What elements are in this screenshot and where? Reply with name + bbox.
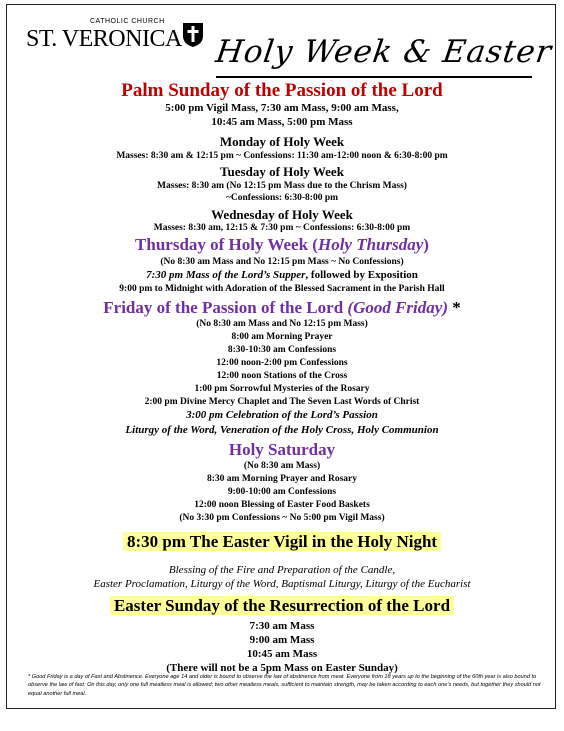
easter-vigil-line-2: Easter Proclamation, Liturgy of the Word, Baptismal Liturgy, Liturgy of the Eucharist (93, 578, 471, 590)
friday-heading-main: Friday of the Passion of the Lord (103, 298, 348, 317)
saturday-line: 12:00 noon Blessing of Easter Food Baskets (194, 500, 370, 510)
thursday-heading-italic: Holy Thursday (317, 235, 424, 254)
wednesday-heading: Wednesday of Holy Week (211, 207, 353, 222)
easter-vigil-heading-text: 8:30 pm The Easter Vigil in the Holy Night (123, 532, 441, 551)
friday-line: 8:30-10:30 am Confessions (227, 345, 337, 355)
wednesday-schedule: Masses: 8:30 am, 12:15 & 7:30 pm ~ Confessions: 6:30-8:00 pm (153, 223, 411, 233)
tuesday-schedule-2: ~Confessions: 6:30-8:00 pm (225, 193, 339, 203)
palm-sunday-times-2: 10:45 am Mass, 5:00 pm Mass (211, 116, 353, 128)
tuesday-schedule-1: Masses: 8:30 am (No 12:15 pm Mass due to the Chrism Mass) (157, 181, 407, 191)
friday-line: 8:00 am Morning Prayer (231, 332, 333, 342)
thursday-heading-end: ) (423, 235, 429, 254)
easter-mass: 9:00 am Mass (249, 634, 315, 646)
thursday-adoration: 9:00 pm to Midnight with Adoration of the Blessed Sacrament in the Parish Hall (119, 284, 445, 294)
friday-line: 12:00 noon Stations of the Cross (216, 371, 348, 381)
easter-note: (There will not be a 5pm Mass on Easter Sunday) (166, 662, 398, 674)
friday-line: 2:00 pm Divine Mercy Chaplet and The Seven Last Words of Christ (144, 397, 420, 407)
easter-vigil-heading (8, 532, 556, 552)
parish-logo (26, 16, 206, 56)
saturday-line: 8:30 am Morning Prayer and Rosary (207, 474, 357, 484)
palm-sunday-times-1: 5:00 pm Vigil Mass, 7:30 am Mass, 9:00 am Mass, (165, 102, 399, 114)
logo-name: ST. VERONICA (26, 26, 182, 52)
friday-line: 1:00 pm Sorrowful Mysteries of the Rosary (194, 384, 370, 394)
easter-sunday-heading (8, 596, 556, 616)
easter-mass: 7:30 am Mass (249, 620, 315, 632)
palm-sunday-heading: Palm Sunday of the Passion of the Lord (121, 80, 443, 101)
friday-passion: 3:00 pm Celebration of the Lord’s Passion (186, 409, 378, 421)
tuesday-heading: Tuesday of Holy Week (220, 164, 344, 179)
monday-heading: Monday of Holy Week (219, 134, 345, 149)
thursday-heading (8, 235, 556, 255)
good-friday-footnote: * Good Friday is a day of Fast and Abstinence. Everyone age 14 and older is bound to observe the law of abstinence from meat. Everyone from 18 years up to the beginning of the 60th year is also bound to observe the law of fast: On this day, only one full meatless meal is allowed; two other meatless meals, sufficient to maintain strength, may be taken according to each one’s needs, but together they should not equal another full meal. (28, 674, 541, 697)
friday-liturgy: Liturgy of the Word, Veneration of the Holy Cross, Holy Communion (125, 424, 439, 436)
page-title: Holy Week & Easter (213, 34, 555, 70)
monday-schedule: Masses: 8:30 am & 12:15 pm ~ Confessions: 11:30 am-12:00 noon & 6:30-8:00 pm (116, 151, 448, 161)
thursday-note: (No 8:30 am Mass and No 12:15 pm Mass ~ No Confessions) (160, 257, 404, 267)
logo-subtitle: CATHOLIC CHURCH (90, 18, 165, 25)
friday-line: (No 8:30 am Mass and No 12:15 pm Mass) (196, 319, 368, 329)
saturday-heading: Holy Saturday (228, 440, 336, 459)
thursday-mass-italic: 7:30 pm Mass of the Lord’s Supper (146, 269, 306, 281)
thursday-mass-rest: , followed by Exposition (305, 269, 418, 281)
friday-heading-italic: (Good Friday) (347, 298, 448, 317)
easter-mass: 10:45 am Mass (246, 648, 318, 660)
saturday-line: 9:00-10:00 am Confessions (227, 487, 337, 497)
saturday-line: (No 8:30 am Mass) (243, 461, 321, 471)
friday-line: 12:00 noon-2:00 pm Confessions (216, 358, 348, 368)
saturday-line: (No 3:30 pm Confessions ~ No 5:00 pm Vigil Mass) (179, 513, 385, 523)
shield-cross-icon (182, 22, 204, 48)
friday-heading (8, 298, 556, 318)
title-underline (216, 76, 532, 78)
easter-vigil-line-1: Blessing of the Fire and Preparation of the Candle, (168, 564, 396, 576)
easter-sunday-heading-text: Easter Sunday of the Resurrection of the Lord (110, 596, 454, 615)
friday-heading-star: * (447, 298, 461, 317)
thursday-mass (8, 269, 556, 281)
thursday-heading-main: Thursday of Holy Week ( (135, 235, 318, 254)
